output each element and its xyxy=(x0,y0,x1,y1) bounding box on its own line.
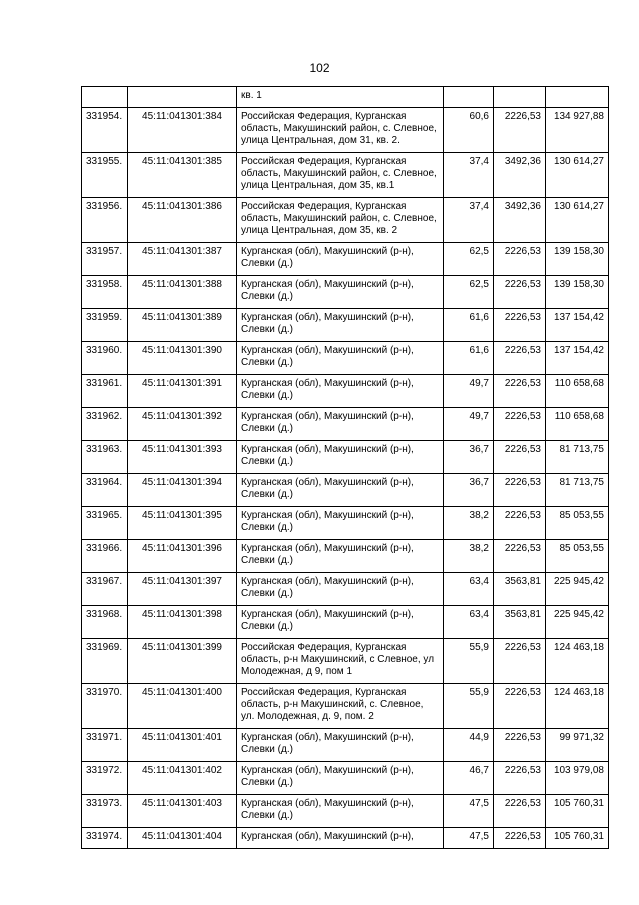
cadastral-number-cell: 45:11:041301:394 xyxy=(128,474,237,507)
address-cell: Курганская (обл), Макушинский (р-н), Слевки (д.) xyxy=(237,408,444,441)
row-number-cell: 331974. xyxy=(82,828,128,849)
area-cell: 62,5 xyxy=(444,276,494,309)
area-cell: 63,4 xyxy=(444,606,494,639)
registry-table xyxy=(81,86,609,849)
area-cell: 46,7 xyxy=(444,762,494,795)
rate-cell: 3563,81 xyxy=(494,606,546,639)
cadastral-value-cell: 225 945,42 xyxy=(546,573,609,606)
area-cell: 49,7 xyxy=(444,408,494,441)
cadastral-value-cell: 105 760,31 xyxy=(546,828,609,849)
rate-cell: 3563,81 xyxy=(494,573,546,606)
row-number-cell: 331965. xyxy=(82,507,128,540)
cadastral-number-cell: 45:11:041301:397 xyxy=(128,573,237,606)
table-row xyxy=(82,342,609,375)
table-row xyxy=(82,441,609,474)
table-row xyxy=(82,276,609,309)
row-number-cell: 331961. xyxy=(82,375,128,408)
cadastral-number-cell: 45:11:041301:387 xyxy=(128,243,237,276)
row-number-cell: 331959. xyxy=(82,309,128,342)
address-cell: Курганская (обл), Макушинский (р-н), Слевки (д.) xyxy=(237,540,444,573)
area-cell: 61,6 xyxy=(444,342,494,375)
area-cell: 38,2 xyxy=(444,540,494,573)
area-cell: 60,6 xyxy=(444,108,494,153)
table-row xyxy=(82,795,609,828)
rate-cell: 2226,53 xyxy=(494,639,546,684)
cadastral-value-cell: 130 614,27 xyxy=(546,153,609,198)
address-cell: Курганская (обл), Макушинский (р-н), xyxy=(237,828,444,849)
rate-cell: 2226,53 xyxy=(494,309,546,342)
rate-cell: 2226,53 xyxy=(494,276,546,309)
address-cell: Курганская (обл), Макушинский (р-н), Слевки (д.) xyxy=(237,729,444,762)
address-cell: Российская Федерация, Курганская область, Макушинский район, с. Слевное, улица Центральная, дом 35, кв.1 xyxy=(237,153,444,198)
area-cell: 36,7 xyxy=(444,441,494,474)
row-number-cell: 331954. xyxy=(82,108,128,153)
rate-cell: 2226,53 xyxy=(494,342,546,375)
cadastral-value-cell: 81 713,75 xyxy=(546,474,609,507)
row-number-cell: 331957. xyxy=(82,243,128,276)
area-cell: 61,6 xyxy=(444,309,494,342)
continuation-row xyxy=(82,87,609,108)
cadastral-number-cell: 45:11:041301:399 xyxy=(128,639,237,684)
area-cell: 47,5 xyxy=(444,795,494,828)
area-cell: 38,2 xyxy=(444,507,494,540)
table-row xyxy=(82,108,609,153)
cadastral-number-cell: 45:11:041301:396 xyxy=(128,540,237,573)
address-cell: Курганская (обл), Макушинский (р-н), Слевки (д.) xyxy=(237,243,444,276)
area-cell: 44,9 xyxy=(444,729,494,762)
cadastral-number-cell: 45:11:041301:393 xyxy=(128,441,237,474)
page-number: 102 xyxy=(309,61,330,75)
cadastral-value-cell: 110 658,68 xyxy=(546,408,609,441)
row-number-cell: 331973. xyxy=(82,795,128,828)
area-cell xyxy=(444,87,494,108)
row-number-cell: 331962. xyxy=(82,408,128,441)
cadastral-value-cell: 99 971,32 xyxy=(546,729,609,762)
rate-cell: 2226,53 xyxy=(494,408,546,441)
row-number-cell: 331964. xyxy=(82,474,128,507)
cadastral-value-cell: 110 658,68 xyxy=(546,375,609,408)
rate-cell: 2226,53 xyxy=(494,375,546,408)
table-row xyxy=(82,729,609,762)
row-number-cell: 331972. xyxy=(82,762,128,795)
cadastral-number-cell: 45:11:041301:389 xyxy=(128,309,237,342)
address-cell: Российская Федерация, Курганская область, р-н Макушинский, с Слевное, ул Молодежная, д 9, пом 1 xyxy=(237,639,444,684)
row-number-cell: 331955. xyxy=(82,153,128,198)
address-cell: Курганская (обл), Макушинский (р-н), Слевки (д.) xyxy=(237,795,444,828)
address-cell: Курганская (обл), Макушинский (р-н), Слевки (д.) xyxy=(237,474,444,507)
cadastral-value-cell: 103 979,08 xyxy=(546,762,609,795)
rate-cell: 2226,53 xyxy=(494,474,546,507)
rate-cell: 2226,53 xyxy=(494,507,546,540)
area-cell: 37,4 xyxy=(444,153,494,198)
cadastral-value-cell: 85 053,55 xyxy=(546,540,609,573)
cadastral-number-cell: 45:11:041301:385 xyxy=(128,153,237,198)
rate-cell: 2226,53 xyxy=(494,684,546,729)
table-row xyxy=(82,309,609,342)
rate-cell: 2226,53 xyxy=(494,441,546,474)
area-cell: 55,9 xyxy=(444,639,494,684)
row-number-cell: 331958. xyxy=(82,276,128,309)
cadastral-value-cell: 225 945,42 xyxy=(546,606,609,639)
rate-cell: 2226,53 xyxy=(494,540,546,573)
cadastral-number-cell: 45:11:041301:398 xyxy=(128,606,237,639)
address-cell: Курганская (обл), Макушинский (р-н), Слевки (д.) xyxy=(237,507,444,540)
address-cell: Российская Федерация, Курганская область, Макушинский район, с. Слевное, улица Центральная, дом 31, кв. 2. xyxy=(237,108,444,153)
row-number-cell xyxy=(82,87,128,108)
rate-cell: 3492,36 xyxy=(494,153,546,198)
rate-cell: 3492,36 xyxy=(494,198,546,243)
cadastral-number-cell: 45:11:041301:400 xyxy=(128,684,237,729)
area-cell: 37,4 xyxy=(444,198,494,243)
row-number-cell: 331969. xyxy=(82,639,128,684)
cadastral-number-cell: 45:11:041301:391 xyxy=(128,375,237,408)
cadastral-number-cell: 45:11:041301:403 xyxy=(128,795,237,828)
cadastral-number-cell xyxy=(128,87,237,108)
address-cell: Курганская (обл), Макушинский (р-н), Слевки (д.) xyxy=(237,309,444,342)
row-number-cell: 331970. xyxy=(82,684,128,729)
table-row xyxy=(82,684,609,729)
address-cell: Российская Федерация, Курганская область, Макушинский район, с. Слевное, улица Центральная, дом 35, кв. 2 xyxy=(237,198,444,243)
cadastral-value-cell: 137 154,42 xyxy=(546,309,609,342)
table-row xyxy=(82,198,609,243)
table-row xyxy=(82,375,609,408)
cadastral-value-cell: 124 463,18 xyxy=(546,639,609,684)
cadastral-number-cell: 45:11:041301:390 xyxy=(128,342,237,375)
cadastral-value-cell: 139 158,30 xyxy=(546,243,609,276)
rate-cell: 2226,53 xyxy=(494,243,546,276)
cadastral-number-cell: 45:11:041301:395 xyxy=(128,507,237,540)
cadastral-value-cell: 81 713,75 xyxy=(546,441,609,474)
table-row xyxy=(82,573,609,606)
cadastral-value-cell: 85 053,55 xyxy=(546,507,609,540)
cadastral-number-cell: 45:11:041301:386 xyxy=(128,198,237,243)
registry-table-body xyxy=(82,87,609,849)
table-row xyxy=(82,507,609,540)
area-cell: 63,4 xyxy=(444,573,494,606)
address-cell: Курганская (обл), Макушинский (р-н), Слевки (д.) xyxy=(237,762,444,795)
rate-cell xyxy=(494,87,546,108)
cadastral-value-cell: 137 154,42 xyxy=(546,342,609,375)
table-row xyxy=(82,639,609,684)
cadastral-value-cell: 139 158,30 xyxy=(546,276,609,309)
cadastral-number-cell: 45:11:041301:392 xyxy=(128,408,237,441)
rate-cell: 2226,53 xyxy=(494,828,546,849)
area-cell: 49,7 xyxy=(444,375,494,408)
row-number-cell: 331960. xyxy=(82,342,128,375)
cadastral-value-cell: 134 927,88 xyxy=(546,108,609,153)
rate-cell: 2226,53 xyxy=(494,762,546,795)
table-row xyxy=(82,828,609,849)
table-row xyxy=(82,540,609,573)
cadastral-value-cell xyxy=(546,87,609,108)
address-cell: кв. 1 xyxy=(237,87,444,108)
rate-cell: 2226,53 xyxy=(494,729,546,762)
table-row xyxy=(82,153,609,198)
cadastral-value-cell: 130 614,27 xyxy=(546,198,609,243)
address-cell: Российская Федерация, Курганская область, р-н Макушинский, с. Слевное, ул. Молодежная, д. 9, пом. 2 xyxy=(237,684,444,729)
address-cell: Курганская (обл), Макушинский (р-н), Слевки (д.) xyxy=(237,441,444,474)
address-cell: Курганская (обл), Макушинский (р-н), Слевки (д.) xyxy=(237,276,444,309)
cadastral-value-cell: 124 463,18 xyxy=(546,684,609,729)
row-number-cell: 331971. xyxy=(82,729,128,762)
table-row xyxy=(82,606,609,639)
table-row xyxy=(82,474,609,507)
row-number-cell: 331967. xyxy=(82,573,128,606)
rate-cell: 2226,53 xyxy=(494,795,546,828)
area-cell: 62,5 xyxy=(444,243,494,276)
area-cell: 47,5 xyxy=(444,828,494,849)
address-cell: Курганская (обл), Макушинский (р-н), Слевки (д.) xyxy=(237,573,444,606)
row-number-cell: 331963. xyxy=(82,441,128,474)
table-row xyxy=(82,762,609,795)
cadastral-value-cell: 105 760,31 xyxy=(546,795,609,828)
cadastral-number-cell: 45:11:041301:401 xyxy=(128,729,237,762)
area-cell: 36,7 xyxy=(444,474,494,507)
address-cell: Курганская (обл), Макушинский (р-н), Слевки (д.) xyxy=(237,342,444,375)
cadastral-number-cell: 45:11:041301:388 xyxy=(128,276,237,309)
cadastral-number-cell: 45:11:041301:404 xyxy=(128,828,237,849)
row-number-cell: 331968. xyxy=(82,606,128,639)
rate-cell: 2226,53 xyxy=(494,108,546,153)
address-cell: Курганская (обл), Макушинский (р-н), Слевки (д.) xyxy=(237,606,444,639)
cadastral-number-cell: 45:11:041301:402 xyxy=(128,762,237,795)
row-number-cell: 331966. xyxy=(82,540,128,573)
table-row xyxy=(82,408,609,441)
table-row xyxy=(82,243,609,276)
area-cell: 55,9 xyxy=(444,684,494,729)
address-cell: Курганская (обл), Макушинский (р-н), Слевки (д.) xyxy=(237,375,444,408)
cadastral-number-cell: 45:11:041301:384 xyxy=(128,108,237,153)
row-number-cell: 331956. xyxy=(82,198,128,243)
